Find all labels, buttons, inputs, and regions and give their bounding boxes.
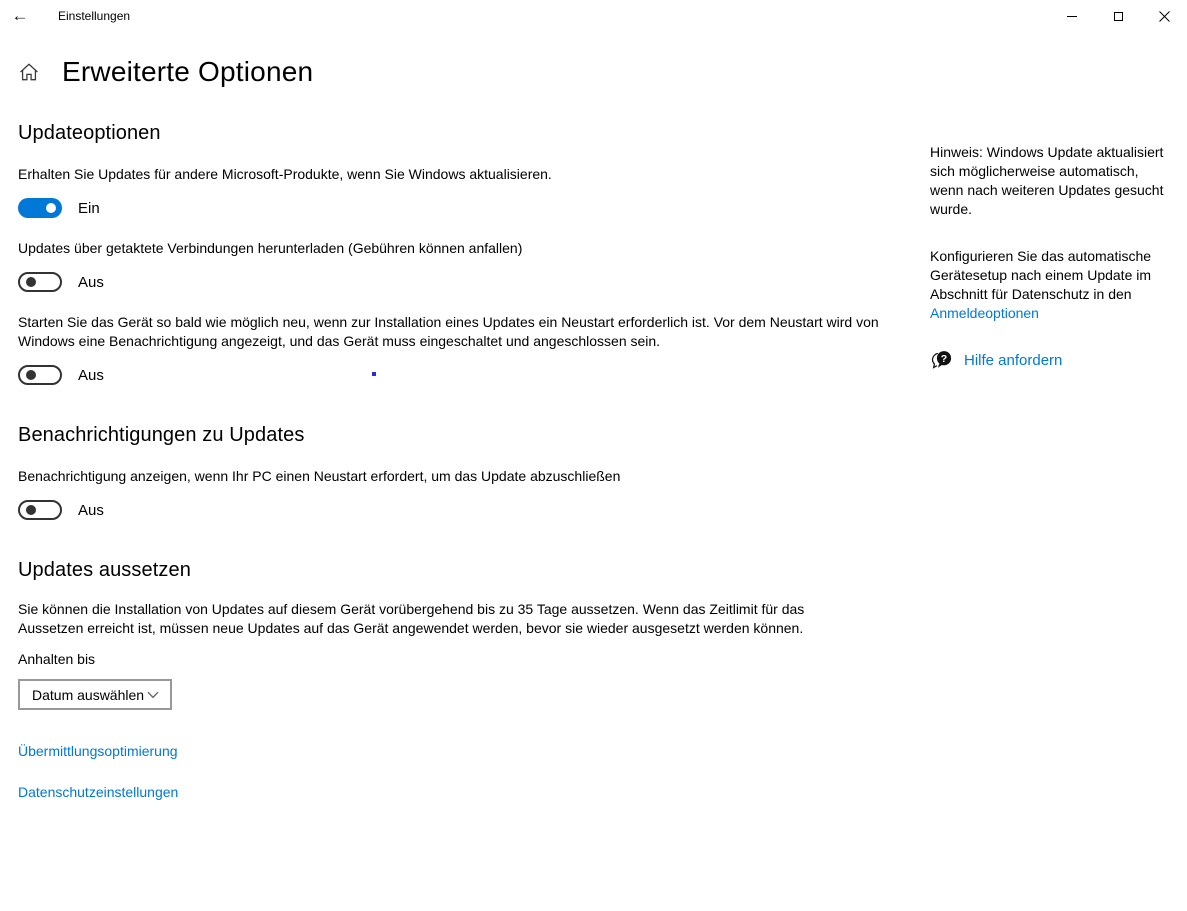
dropdown-selected-value: Datum auswählen bbox=[32, 686, 145, 703]
close-icon bbox=[1159, 11, 1170, 22]
toggle-ms-products[interactable] bbox=[18, 198, 62, 218]
section-heading-benachrichtigungen: Benachrichtigungen zu Updates bbox=[18, 424, 305, 446]
section-heading-updateoptionen: Updateoptionen bbox=[18, 122, 161, 144]
maximize-icon bbox=[1114, 12, 1123, 21]
toggle-row-ms-products bbox=[18, 197, 903, 219]
toggle-knob bbox=[46, 203, 56, 213]
pause-date-dropdown[interactable] bbox=[18, 679, 172, 710]
link-privacy-settings[interactable]: Datenschutzeinstellungen bbox=[18, 784, 179, 800]
toggle-row-metered bbox=[18, 271, 903, 293]
app-title: Einstellungen bbox=[58, 9, 131, 23]
toggle-state-label: Aus bbox=[78, 501, 104, 519]
window-controls bbox=[1049, 0, 1187, 32]
setting-label-restart-asap: Starten Sie das Gerät so bald wie möglich neu, wenn zur Installation eines Updates ein Neustart erforderlich ist. Vor dem Neustart wird von Windows eine Benachrichtigung angezeigt, und das Gerät muss eingeschaltet und angeschlossen sein. bbox=[18, 314, 879, 349]
close-button[interactable] bbox=[1141, 0, 1187, 32]
back-arrow-icon: ← bbox=[11, 6, 29, 25]
toggle-metered[interactable] bbox=[18, 272, 62, 292]
pause-until-label: Anhalten bis bbox=[18, 651, 96, 667]
toggle-knob bbox=[26, 370, 36, 380]
sidebar-config-text bbox=[930, 247, 1166, 323]
link-anmeldeoptionen[interactable]: Anmeldeoptionen bbox=[930, 305, 1039, 321]
toggle-state-label: Aus bbox=[78, 366, 104, 384]
help-bubble-icon bbox=[930, 349, 953, 372]
setting-label-ms-products: Erhalten Sie Updates für andere Microsoft-Produkte, wenn Sie Windows aktualisieren. bbox=[18, 166, 552, 182]
minimize-button[interactable] bbox=[1049, 0, 1095, 32]
page-title: Erweiterte Optionen bbox=[62, 56, 314, 87]
toggle-restart-asap[interactable] bbox=[18, 365, 62, 385]
setting-label-metered: Updates über getaktete Verbindungen herunterladen (Gebühren können anfallen) bbox=[18, 240, 523, 256]
sidebar bbox=[930, 143, 1166, 372]
toggle-knob bbox=[26, 505, 36, 515]
toggle-row-restart-asap bbox=[18, 364, 903, 386]
page-links bbox=[18, 743, 903, 800]
main-content bbox=[18, 122, 903, 800]
section-heading-updates-aussetzen: Updates aussetzen bbox=[18, 559, 191, 581]
toggle-state-label: Aus bbox=[78, 273, 104, 291]
pause-updates-description: Sie können die Installation von Updates auf diesem Gerät vorübergehend bis zu 35 Tage aussetzen. Wenn das Zeitlimit für das Aussetzen erreicht ist, müssen neue Updates auf das Gerät angewendet werden, bevor sie wieder ausgesetzt werden können. bbox=[18, 601, 805, 636]
home-icon bbox=[18, 61, 40, 83]
svg-text:?: ? bbox=[940, 352, 948, 365]
link-delivery-optimization[interactable]: Übermittlungsoptimierung bbox=[18, 743, 178, 759]
back-button[interactable] bbox=[0, 0, 40, 32]
setting-label-restart-notification: Benachrichtigung anzeigen, wenn Ihr PC einen Neustart erfordert, um das Update abzuschließen bbox=[18, 468, 621, 484]
help-row bbox=[930, 349, 1166, 372]
maximize-button[interactable] bbox=[1095, 0, 1141, 32]
toggle-knob bbox=[26, 277, 36, 287]
link-get-help[interactable]: Hilfe anfordern bbox=[964, 352, 1063, 369]
minimize-icon bbox=[1067, 16, 1077, 17]
toggle-row-restart-notification bbox=[18, 499, 903, 521]
page-header bbox=[18, 56, 1187, 88]
sidebar-note: Hinweis: Windows Update aktualisiert sich möglicherweise automatisch, wenn nach weiteren Updates gesucht wurde. bbox=[930, 144, 1164, 217]
sidebar-config-text-span: Konfigurieren Sie das automatische Gerätesetup nach einem Update im Abschnitt für Datenschutz in den bbox=[930, 248, 1152, 302]
toggle-state-label: Ein bbox=[78, 199, 100, 217]
chevron-down-icon bbox=[147, 691, 159, 699]
titlebar bbox=[0, 0, 1187, 32]
stray-dot bbox=[372, 372, 376, 376]
toggle-restart-notification[interactable] bbox=[18, 500, 62, 520]
